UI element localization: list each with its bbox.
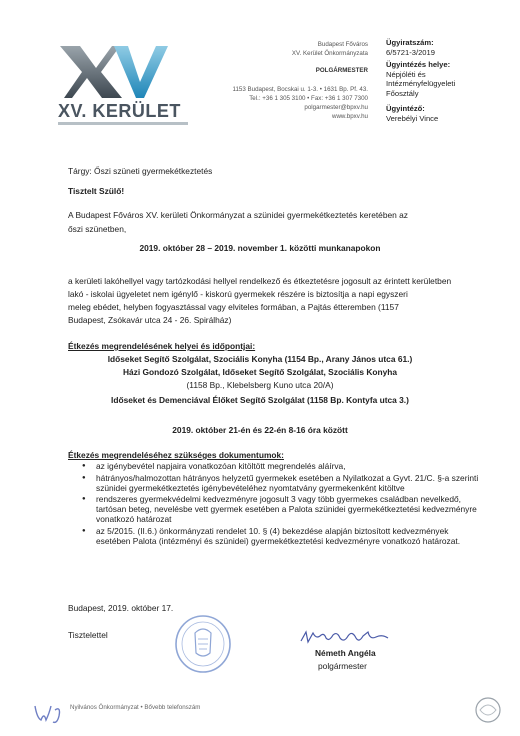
org-line-2: XV. Kerület Önkormányzata [291,50,368,57]
handwritten-signature-icon [298,626,393,648]
district-logo-text: XV. KERÜLET [58,101,181,121]
documents-list [82,462,482,548]
registry-block [386,38,455,123]
place-line-4 [60,395,460,405]
subject-line: Tárgy: Őszi szüneti gyermekétkeztetés [68,166,213,176]
registry-place-label: Ügyintézés helye: [386,60,451,69]
registry-number-value: 6/5721-3/2019 [386,47,435,57]
document-item-2: ● hátrányos/halmozottan hátrányos helyzetű gyermekek esetében a Nyilatkozat a Gyvt. 21/C. §-a szerinti szünidei gyermekétkeztetés igénybevételéhez nyomtatvány gyermekenként kitöltve [82,474,482,494]
registry-place-line-3: Főosztály [386,88,419,98]
places-heading: Étkezés megrendelésének helyei és időpontjai: [68,341,256,351]
handwritten-initials-icon [33,700,67,728]
district-logo-icon [56,42,171,100]
body-line-4: Budapest, Zsókavár utca 24 - 26. Spirálház) [68,315,232,325]
place-line-4-text: Időseket és Demenciával Élőket Segítő Szolgálat (1158 Bp. Kontyfa utca 3.) [111,395,409,405]
document-item-1: ● az igénybevétel napjaira vonatkozóan kitöltött megrendelés aláírva, [82,462,482,472]
salutation: Tisztelt Szülő! [68,186,125,196]
document-item-3: ● rendszeres gyermekvédelmi kedvezményre jogosult 3 vagy több gyermekes családban nevelkedő, tartósan beteg, nevelésbe vett gyermek esetében a Palota szünidei gyermekétkeztetési kedvezményre vonatkozó határozat [82,495,482,524]
place-line-2: Házi Gondozó Szolgálat, Időseket Segítő Szolgálat, Szociális Konyha [122,367,398,377]
org-phone: Tel.: +36 1 305 3100 • Fax: +36 1 307 7300 [249,95,368,102]
org-website: www.bpxv.hu [332,113,368,120]
intro-line-1: A Budapest Főváros XV. kerületi Önkormányzat a szünidei gyermekétkeztetés keretében az [68,210,408,220]
logo-underline [58,122,188,125]
documents-heading: Étkezés megrendeléséhez szükséges dokumentumok: [68,450,284,460]
period-line: 2019. október 28 – 2019. november 1. közötti munkanapokon [139,243,381,253]
letter-date: Budapest, 2019. október 17. [68,603,174,613]
signer-name: Németh Angéla [315,648,376,658]
org-line-1: Budapest Főváros [317,41,368,48]
place-line-1: Időseket Segítő Szolgálat, Szociális Konyha (1154 Bp., Arany János utca 61.) [107,354,413,364]
body-line-2: lakó - iskolai ügyeletet nem igénylő - kiskorú gyermekek részére is biztosítja a napi egyszeri [68,289,408,299]
place-line-3: (1158 Bp., Klebelsberg Kuno utca 20/A) [186,380,334,390]
official-stamp-icon [173,613,233,675]
body-line-3: meleg ebédet, helyben fogyasztással vagy elviteles formában, a Pajtás étteremben (1157 [68,302,399,312]
document-item-4: ● az 5/2015. (II.6.) önkormányzati rendelet 10. § (4) bekezdése alapján biztosított kedvezmények esetében Palota (intézményi és szünidei) gyermekétkeztetési kedvezményre vonatkozó határozat. [82,527,482,547]
org-address: 1153 Budapest, Bocskai u. 1-3. • 1631 Bp. Pf. 43. [232,86,368,93]
registry-officer-value: Verebélyi Vince [386,113,439,123]
registry-place-line-1: Népjóléti és [386,69,426,79]
closing: Tisztelettel [68,630,108,640]
body-line-1: a kerületi lakóhellyel vagy tartózkodási hellyel rendelkező és étkeztetésre jogosult az érintett kerületben [68,276,452,286]
registry-place-line-2: Intézményfelügyeleti [386,79,456,88]
signer-title: polgármester [318,661,367,671]
intro-line-2: őszi szünetben, [68,224,127,234]
places-times: 2019. október 21-én és 22-én 8-16 óra között [172,425,348,435]
registry-number-label: Ügyiratszám: [386,38,434,47]
corner-emblem-icon [470,694,506,726]
registry-officer-label: Ügyintéző: [386,104,425,113]
footer-text: Nyilvános Önkormányzat • Bővebb telefonszám [70,704,201,711]
org-email: polgarmester@bpxv.hu [304,104,368,111]
org-mayor-title: POLGÁRMESTER [315,67,368,74]
